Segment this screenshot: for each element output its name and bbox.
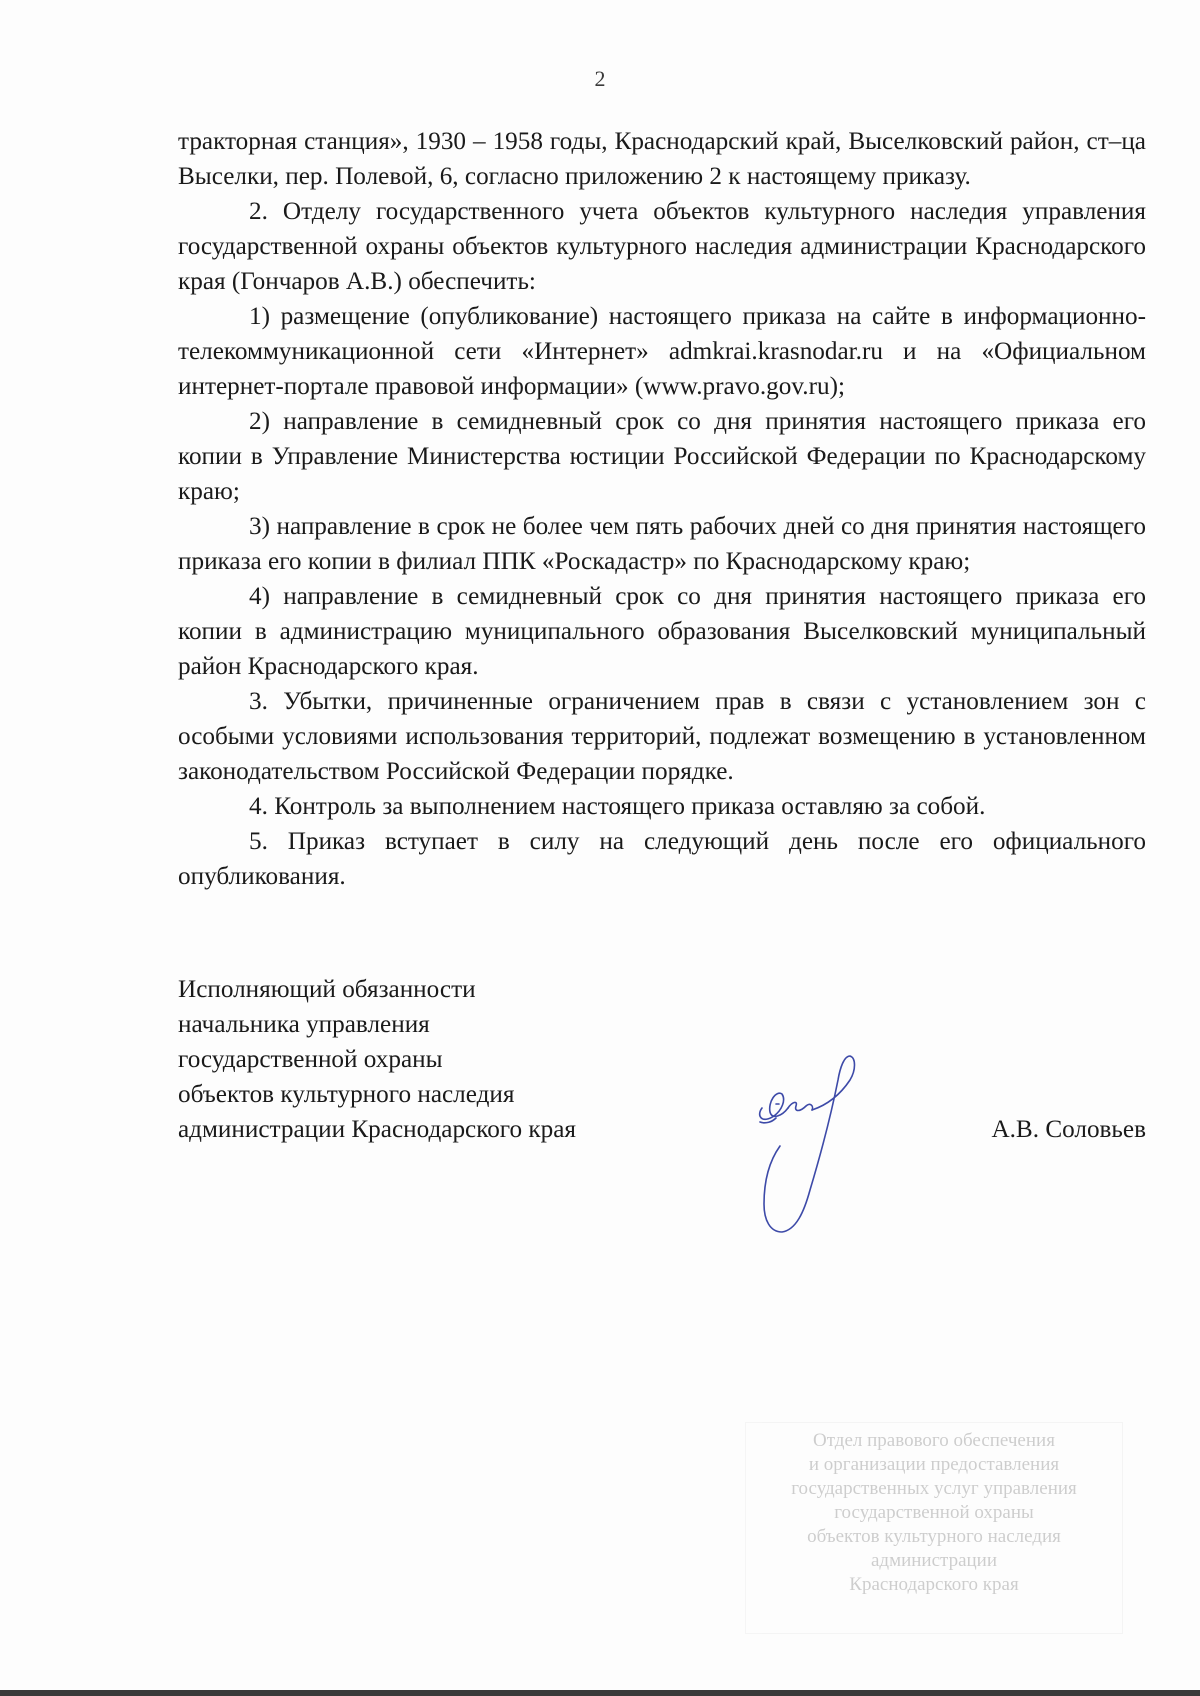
paragraph-item-5: 5. Приказ вступает в силу на следующий день после его официального опубликования. <box>178 828 1146 890</box>
signatory-position-line: государственной охраны <box>178 1046 443 1073</box>
page-number: 2 <box>594 66 606 91</box>
signatory-position-line: Исполняющий обязанности <box>178 976 476 1003</box>
stamp-line: Отдел правового обеспечения <box>813 1430 1055 1451</box>
stamp-line: объектов культурного наследия <box>807 1526 1061 1547</box>
order-body <box>178 124 1146 894</box>
paragraph-item-3: 3. Убытки, причиненные ограничением прав в связи с установлением зон с особыми условиями использования территорий, подлежат возмещению в установленном законодательством Российской Федерации порядке. <box>178 688 1146 785</box>
signatory-position-line: объектов культурного наследия <box>178 1081 515 1108</box>
signatory-name: А.В. Соловьев <box>991 1116 1146 1143</box>
signatory-position-line: начальника управления <box>178 1011 430 1038</box>
paragraph-subitem-4: 4) направление в семидневный срок со дня принятия настоящего приказа его копии в администрацию муниципального образования Выселковский муниципальный район Краснодарского края. <box>178 583 1146 680</box>
signatory-position-line: администрации Краснодарского края <box>178 1116 576 1143</box>
paragraph-item-2: 2. Отделу государственного учета объектов культурного наследия управления государственной охраны объектов культурного наследия администрации Краснодарского края (Гончаров А.В.) обеспечить: <box>178 198 1146 295</box>
paragraph-subitem-1: 1) размещение (опубликование) настоящего приказа на сайте в информационно-телекоммуникационной сети «Интернет» admkrai.krasnodar.ru и на «Официальном интернет-портале правовой информации» (www.pravo.gov.ru); <box>178 303 1146 400</box>
paragraph-continuation: тракторная станция», 1930 – 1958 годы, Краснодарский край, Выселковский район, ст–ца Выселки, пер. Полевой, 6, согласно приложению 2 к настоящему приказу. <box>178 128 1146 190</box>
paragraph-item-4: 4. Контроль за выполнением настоящего приказа оставляю за собой. <box>249 793 986 820</box>
stamp-line: и организации предоставления <box>808 1454 1060 1475</box>
registration-stamp <box>745 1422 1123 1634</box>
scan-bottom-edge <box>0 1690 1200 1696</box>
stamp-line: Краснодарского края <box>849 1574 1019 1595</box>
stamp-line: государственных услуг управления <box>791 1478 1077 1499</box>
paragraph-subitem-3: 3) направление в срок не более чем пять рабочих дней со дня принятия настоящего приказа его копии в филиал ППК «Роскадастр» по Краснодарскому краю; <box>178 513 1146 575</box>
stamp-line: государственной охраны <box>834 1502 1034 1523</box>
paragraph-subitem-2: 2) направление в семидневный срок со дня принятия настоящего приказа его копии в Управление Министерства юстиции Российской Федерации по Краснодарскому краю; <box>178 408 1146 505</box>
signature-block <box>178 972 1146 1147</box>
handwritten-signature-icon <box>752 1050 862 1235</box>
stamp-line: администрации <box>870 1550 998 1571</box>
